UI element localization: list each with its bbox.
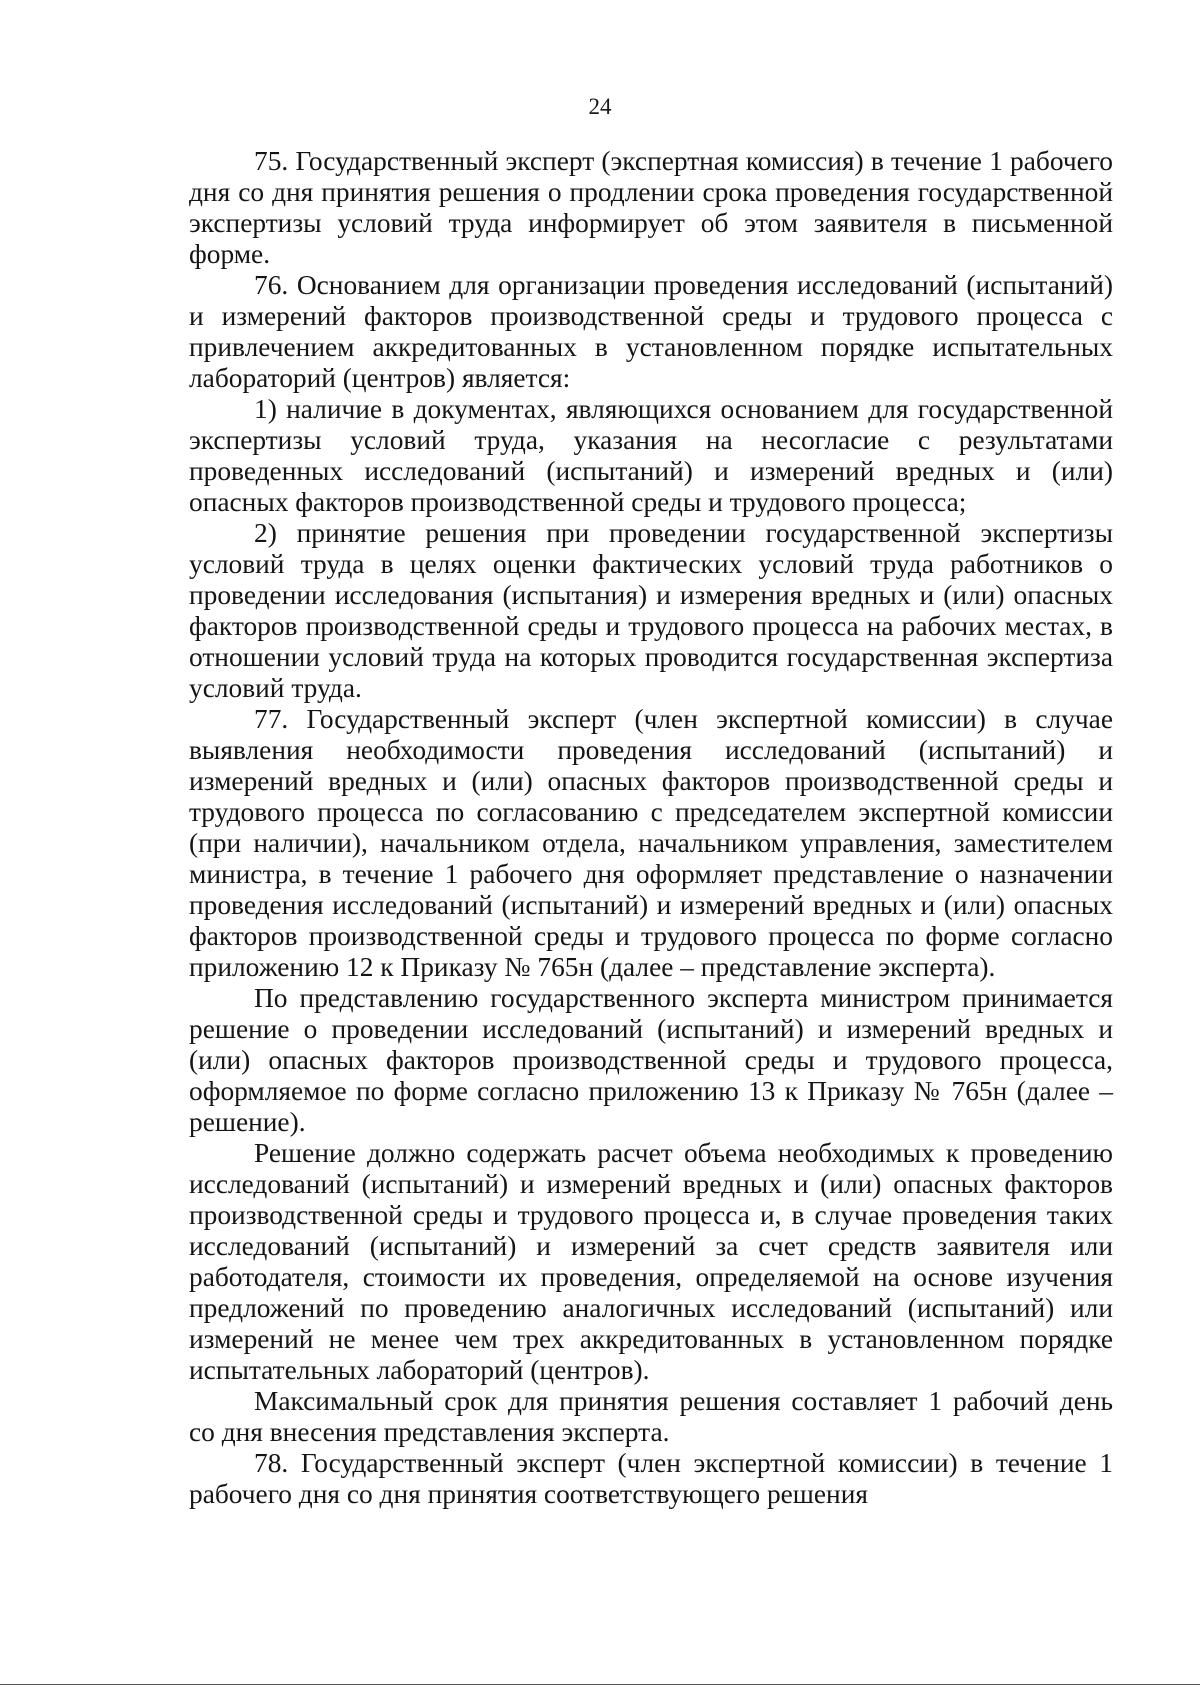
- paragraph-77-minister-decision: По представлению государственного эксперта министром принимается решение о проведении исследований (испытаний) и измерений вредных и (или) опасных факторов производственной среды и трудового процесса, оформляемое по форме согласно приложению 13 к Приказу № 765н (далее – решение).: [189, 983, 1113, 1137]
- paragraph-76-item-1: 1) наличие в документах, являющихся основанием для государственной экспертизы условий труда, указания на несогласие с результатами проведенных исследований (испытаний) и измерений вредных и (или) опасных факторов производственной среды и трудового процесса;: [189, 394, 1113, 517]
- paragraph-76-item-2: 2) принятие решения при проведении государственной экспертизы условий труда в целях оценки фактических условий труда работников о проведении исследования (испытания) и измерения вредных и (или) опасных факторов производственной среды и трудового процесса на рабочих местах, в отношении условий труда на которых проводится государственная экспертиза условий труда.: [189, 518, 1113, 703]
- paragraph-77-decision-content: Решение должно содержать расчет объема необходимых к проведению исследований (испытаний) и измерений вредных и (или) опасных факторов производственной среды и трудового процесса и, в случае проведения таких исследований (испытаний) и измерений за счет средств заявителя или работодателя, стоимости их проведения, определяемой на основе изучения предложений по проведению аналогичных исследований (испытаний) или измерений не менее чем трех аккредитованных в установленном порядке испытательных лабораторий (центров).: [189, 1138, 1113, 1385]
- paragraph-77: 77. Государственный эксперт (член экспертной комиссии) в случае выявления необходимости проведения исследований (испытаний) и измерений вредных и (или) опасных факторов производственной среды и трудового процесса по согласованию с председателем экспертной комиссии (при наличии), начальником отдела, начальником управления, заместителем министра, в течение 1 рабочего дня оформляет представление о назначении проведения исследований (испытаний) и измерений вредных и (или) опасных факторов производственной среды и трудового процесса по форме согласно приложению 12 к Приказу № 765н (далее – представление эксперта).: [189, 704, 1113, 982]
- paragraph-75: 75. Государственный эксперт (экспертная комиссия) в течение 1 рабочего дня со дня принятия решения о продлении срока проведения государственной экспертизы условий труда информирует об этом заявителя в письменной форме.: [189, 146, 1113, 269]
- bottom-divider: [0, 1684, 1200, 1685]
- paragraph-78: 78. Государственный эксперт (член экспертной комиссии) в течение 1 рабочего дня со дня принятия соответствующего решения: [189, 1448, 1113, 1509]
- document-body: [189, 146, 1113, 1510]
- page-number: 24: [588, 94, 612, 119]
- paragraph-77-decision-deadline: Максимальный срок для принятия решения составляет 1 рабочий день со дня внесения представления эксперта.: [189, 1386, 1113, 1447]
- paragraph-76: 76. Основанием для организации проведения исследований (испытаний) и измерений факторов производственной среды и трудового процесса с привлечением аккредитованных в установленном порядке испытательных лабораторий (центров) является:: [189, 270, 1113, 393]
